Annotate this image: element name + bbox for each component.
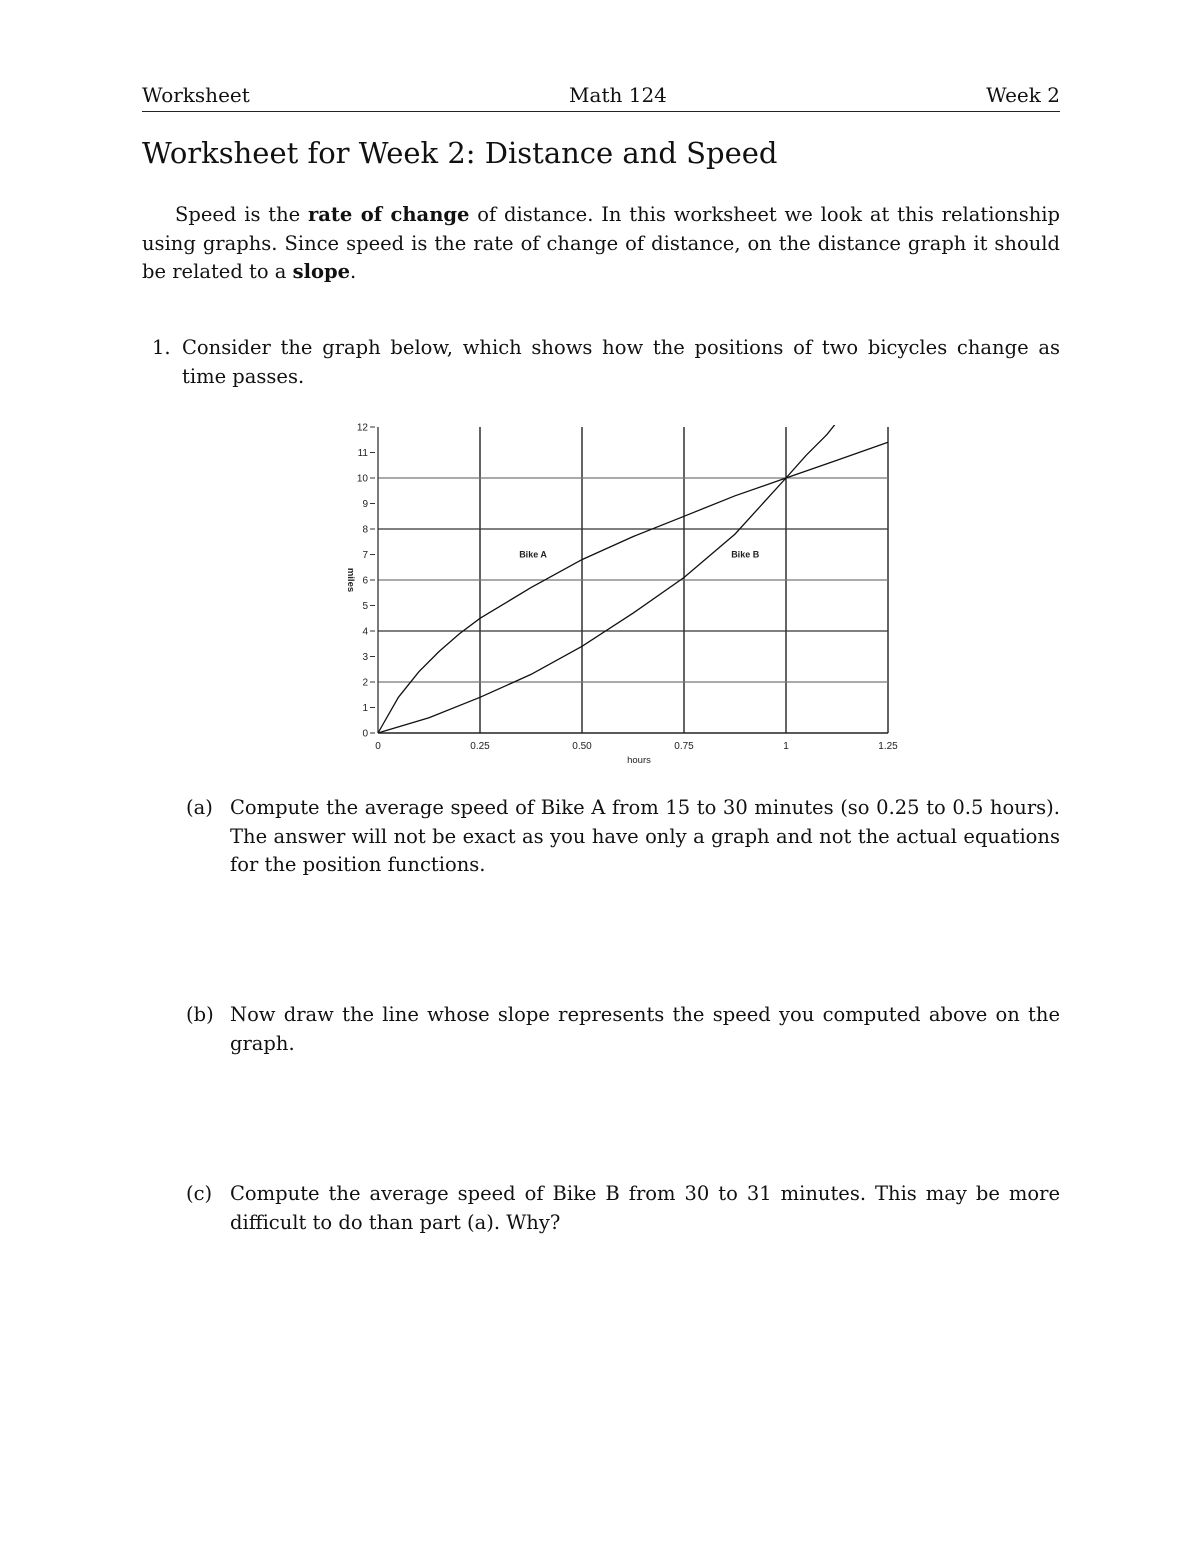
series-annotation: Bike B: [731, 549, 760, 560]
x-tick-label: 0.75: [674, 741, 694, 752]
part-b-text: Now draw the line whose slope represents the speed you computed above on the graph.: [230, 1003, 1060, 1055]
y-tick-label: 0: [362, 728, 368, 740]
y-tick-label: 4: [362, 626, 368, 638]
question-1: [142, 334, 1060, 391]
x-tick-label: 0.50: [572, 741, 592, 752]
y-tick-label: 6: [362, 575, 368, 587]
x-axis-label: hours: [627, 755, 651, 766]
y-tick-label: 7: [362, 550, 368, 561]
x-tick-label: 1: [783, 741, 789, 752]
y-tick-label: 12: [356, 422, 368, 434]
y-tick-label: 2: [362, 677, 368, 689]
y-tick-label: 1: [362, 703, 368, 714]
part-c-label: (c): [186, 1182, 213, 1205]
y-axis-label: miles: [345, 567, 356, 593]
x-tick-label: 1.25: [878, 741, 898, 752]
header-left: Worksheet: [142, 83, 250, 107]
part-a-text: Compute the average speed of Bike A from 15 to 30 minutes (so 0.25 to 0.5 hours). The answer will not be exact as you have only a graph and not the actual equations for the position functions.: [230, 796, 1060, 876]
intro-paragraph: [142, 201, 1060, 287]
intro-bold-slope: slope: [292, 260, 351, 283]
question-1-number: 1.: [152, 336, 171, 359]
series-line-bike-b: [378, 422, 837, 733]
chart-series: [378, 422, 888, 733]
y-tick-label: 5: [362, 601, 368, 612]
question-part-a: [186, 794, 1060, 880]
x-tick-label: 0: [375, 741, 381, 752]
intro-text-2: of distance. In this worksheet we look at this relationship using graphs. Since speed is the rate of change of distance, on the distance graph it should be related to a: [142, 203, 1061, 283]
series-line-bike-a: [378, 442, 888, 733]
y-tick-label: 11: [357, 448, 368, 459]
intro-bold-rate: rate of change: [308, 203, 470, 226]
page-header: [142, 83, 1060, 112]
question-part-c: [186, 1180, 1060, 1237]
series-annotation: Bike A: [519, 549, 547, 560]
page-title: Worksheet for Week 2: Distance and Speed: [142, 136, 778, 170]
question-part-b: [186, 1001, 1060, 1058]
part-b-label: (b): [186, 1003, 214, 1026]
question-1-text: Consider the graph below, which shows how the positions of two bicycles change as time passes.: [182, 336, 1060, 388]
header-right: Week 2: [986, 83, 1060, 107]
header-center: Math 124: [569, 83, 667, 107]
part-c-text: Compute the average speed of Bike B from 30 to 31 minutes. This may be more difficult to do than part (a). Why?: [230, 1182, 1060, 1234]
intro-text-1: Speed is the: [175, 203, 308, 226]
part-a-label: (a): [186, 796, 213, 819]
y-tick-label: 8: [362, 524, 368, 536]
chart-grid: [378, 427, 888, 733]
distance-chart-svg: [330, 412, 920, 772]
chart-labels: [345, 423, 898, 767]
x-tick-label: 0.25: [470, 741, 490, 752]
y-tick-label: 3: [362, 652, 368, 663]
y-tick-label: 9: [362, 499, 368, 510]
intro-text-3: .: [350, 260, 357, 283]
distance-chart: [330, 412, 920, 772]
y-tick-label: 10: [356, 473, 368, 485]
